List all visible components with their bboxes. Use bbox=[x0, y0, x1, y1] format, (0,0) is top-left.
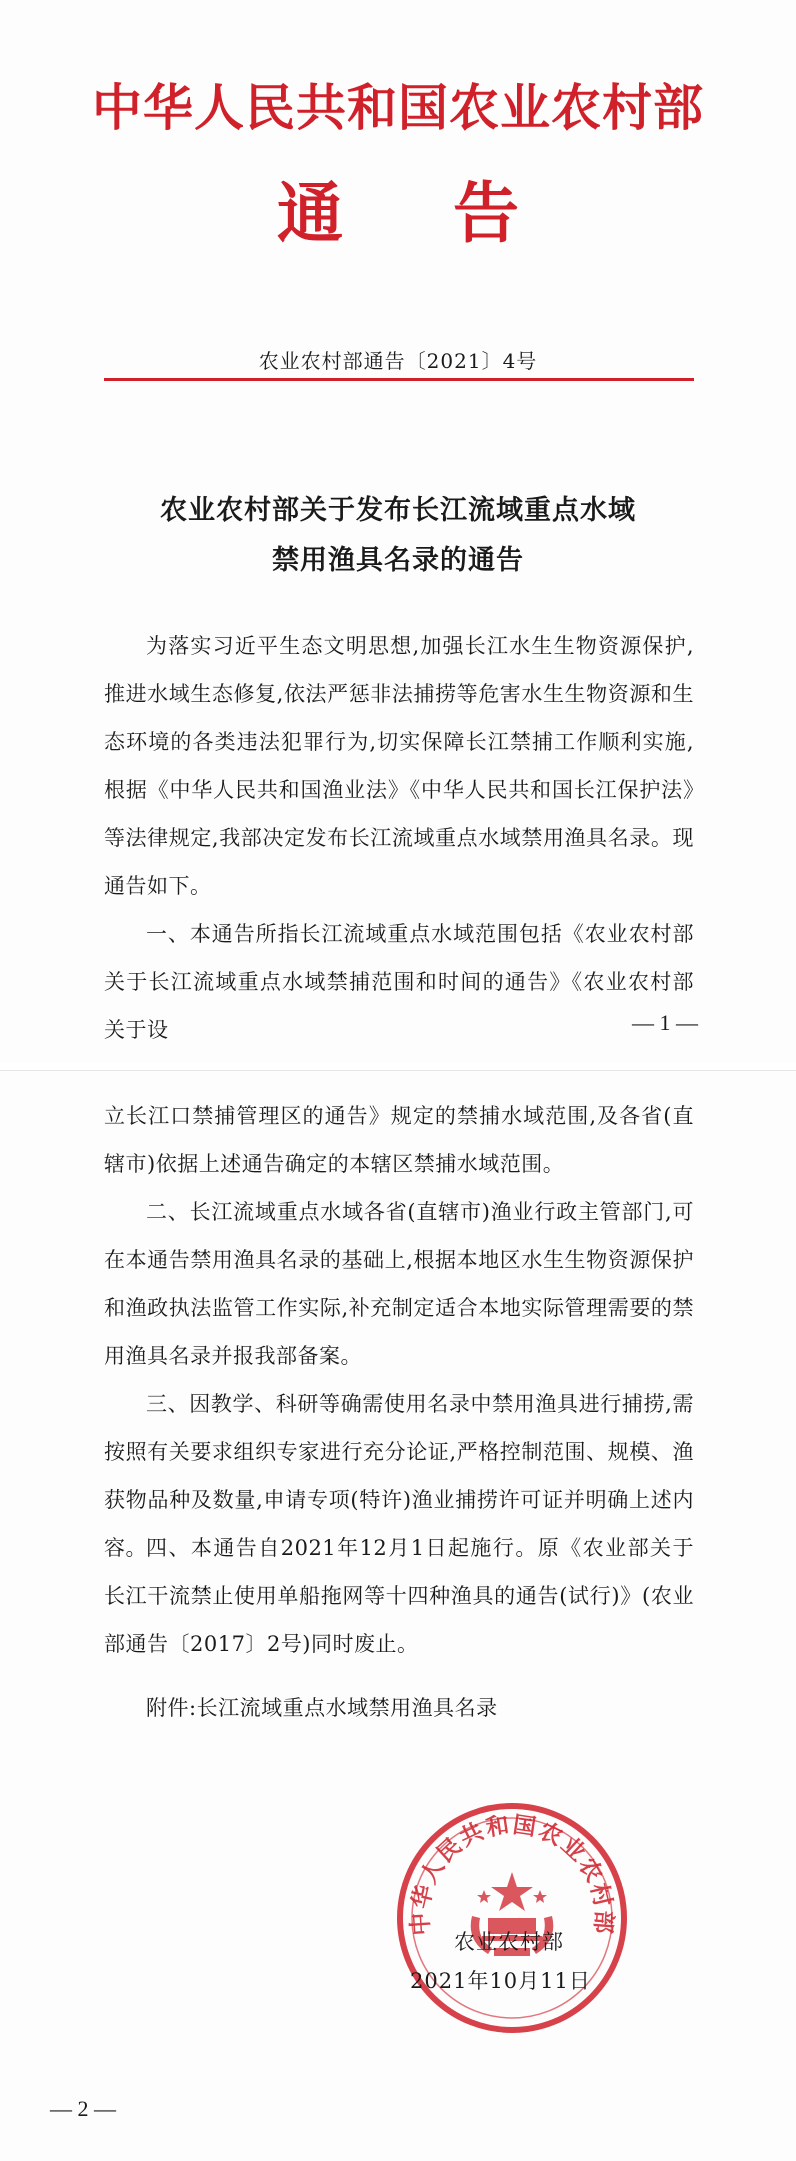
document-title-line-1: 农业农村部关于发布长江流域重点水域 bbox=[160, 495, 636, 526]
paragraph-preamble: 为落实习近平生态文明思想,加强长江水生生物资源保护,推进水域生态修复,依法严惩非法捕捞等危害水生生物资源和生态环境的各类违法犯罪行为,切实保障长江禁捕工作顺利实施,根据《中华人民共和国渔业法》《中华人民共和国长江保护法》等法律规定,我部决定发布长江流域重点水域禁用渔具名录。现通告如下。 bbox=[104, 634, 694, 898]
notice-heading: 通告 bbox=[277, 175, 629, 252]
page-number-2: — 2 — bbox=[50, 2096, 116, 2121]
red-separator-line bbox=[104, 378, 694, 381]
paragraph-item-2: 二、长江流域重点水域各省(直辖市)渔业行政主管部门,可在本通告禁用渔具名录的基础上,根据本地区水生生物资源保护和渔政执法监管工作实际,补充制定适合本地实际管理需要的禁用渔具名录并报我部备案。 bbox=[104, 1200, 694, 1368]
paragraph-item-1-start: 一、本通告所指长江流域重点水域范围包括《农业农村部关于长江流域重点水域禁捕范围和时间的通告》《农业农村部关于设 bbox=[104, 922, 694, 1042]
paragraph-item-3: 三、因教学、科研等确需使用名录中禁用渔具进行捕捞,需按照有关要求组织专家进行充分论证,严格控制范围、规模、渔获物品种及数量,申请专项(特许)渔业捕捞许可证并明确上述内容。 bbox=[104, 1392, 694, 1560]
document-number: 农业农村部通告〔2021〕4号 bbox=[258, 349, 538, 373]
paragraph-item-4: 四、本通告自2021年12月1日起施行。原《农业部关于长江干流禁止使用单船拖网等十四种渔具的通告(试行)》(农业部通告〔2017〕2号)同时废止。 bbox=[104, 1536, 694, 1656]
official-seal bbox=[392, 1798, 632, 2038]
document-title-line-2: 禁用渔具名录的通告 bbox=[272, 545, 524, 576]
signer-name: 农业农村部 bbox=[454, 1930, 564, 1954]
page-number-1: — 1 — bbox=[632, 1010, 698, 1035]
signing-date: 2021年10月11日 bbox=[410, 1969, 591, 1993]
issuing-authority-heading: 中华人民共和国农业农村部 bbox=[92, 79, 704, 137]
attachment-line: 附件:长江流域重点水域禁用渔具名录 bbox=[146, 1696, 498, 1720]
page-1 bbox=[0, 0, 796, 1062]
paragraph-item-1-continued: 立长江口禁捕管理区的通告》规定的禁捕水域范围,及各省(直辖市)依据上述通告确定的本辖区禁捕水域范围。 bbox=[104, 1104, 694, 1176]
seal-text: 中华人民共和国农业农村部 bbox=[407, 1812, 617, 1937]
